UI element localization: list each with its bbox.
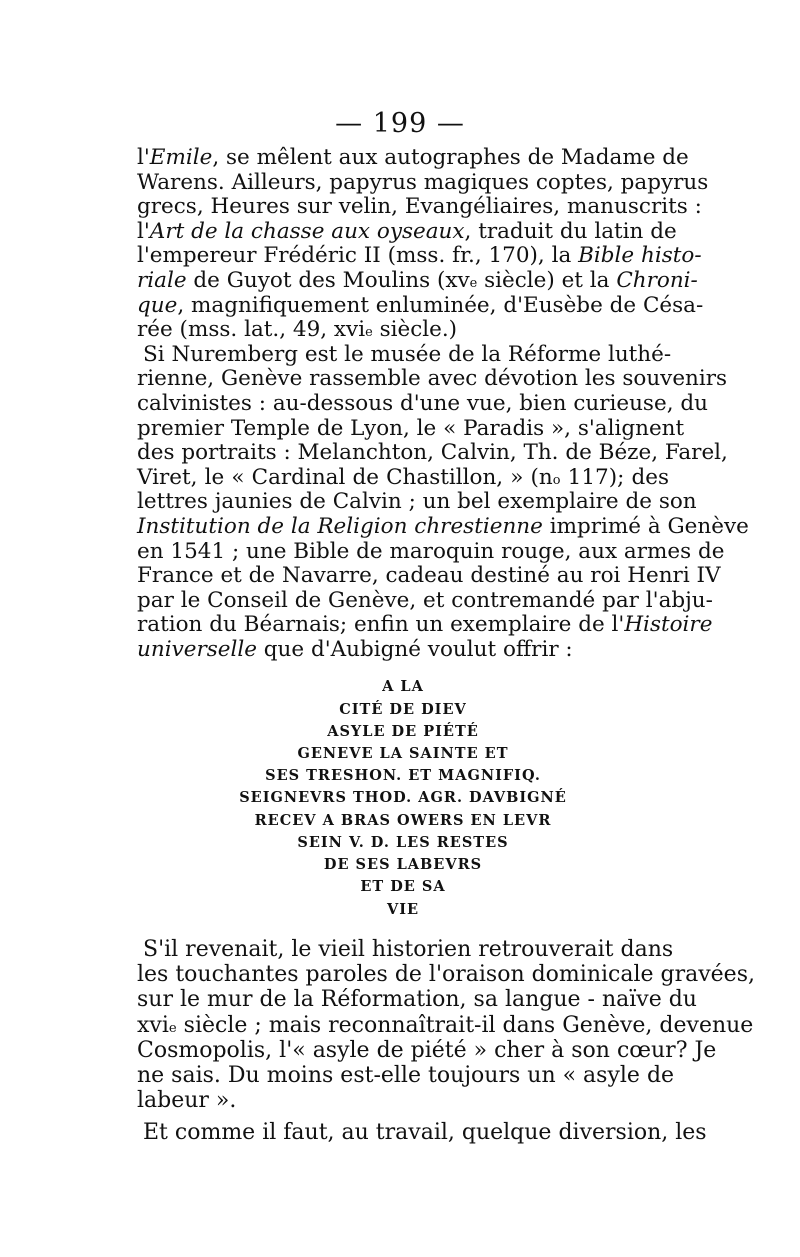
inscription-line: A LA bbox=[382, 678, 424, 696]
text-line: Institution de la Religion chrestienne imprimé à Genève bbox=[137, 513, 749, 539]
inscription-line: ET DE SA bbox=[360, 878, 446, 896]
text-line: Viret, le « Cardinal de Chastillon, » ($n^o$ 117); des bbox=[137, 464, 669, 490]
text-line: en 1541 ; une Bible de maroquin rouge, aux armes de bbox=[137, 538, 725, 564]
text-line: l'empereur Frédéric II (mss. fr., 170), la Bible histo- bbox=[137, 243, 702, 269]
text-line: ne sais. Du moins est-elle toujours un « asyle de bbox=[137, 1063, 675, 1089]
inscription-line: GENEVE LA SAINTE ET bbox=[297, 745, 509, 763]
text-line: rienne, Genève rassemble avec dévotion les souvenirs bbox=[137, 366, 728, 392]
text-line: xvi$^e$ siècle ; mais reconnaîtrait-il dans Genève, devenue bbox=[137, 1012, 754, 1038]
text-line: riale de Guyot des Moulins ($xv^e$ siècle) et la Chroni- bbox=[137, 267, 698, 293]
inscription-line: RECEV A BRAS OWERS EN LEVR bbox=[254, 811, 552, 829]
text-line: Cosmopolis, l'« asyle de piété » cher à son cœur? Je bbox=[137, 1037, 717, 1063]
text-line: par le Conseil de Genève, et contremandé par l'abju- bbox=[137, 587, 713, 613]
text-line: des portraits : Melanchton, Calvin, Th. de Béze, Farel, bbox=[137, 440, 728, 466]
inscription-line: VIE bbox=[386, 900, 420, 918]
text-line: l'Emile, se mêlent aux autographes de Madame de bbox=[137, 145, 689, 170]
paragraph-3 bbox=[137, 936, 755, 1114]
inscription-line: DE SES LABEVRS bbox=[323, 856, 483, 874]
text-line: sur le mur de la Réformation, sa langue - naïve du bbox=[137, 987, 697, 1013]
inscription-line: ASYLE DE PIÉTÉ bbox=[327, 722, 479, 740]
inscription-line: SES TRESHON. ET MAGNIFIQ. bbox=[265, 767, 541, 785]
text-line: lettres jaunies de Calvin ; un bel exemplaire de son bbox=[137, 489, 697, 515]
text-line: labeur ». bbox=[137, 1088, 237, 1114]
text-line: l'Art de la chasse aux oyseaux, traduit du latin de bbox=[137, 218, 677, 244]
page-number: — 199 — bbox=[335, 108, 465, 139]
inscription-line: SEIN V. D. LES RESTES bbox=[297, 833, 509, 851]
inscription bbox=[137, 676, 669, 920]
text-line: France et de Navarre, cadeau destiné au roi Henri IV bbox=[137, 563, 721, 589]
paragraph-4 bbox=[137, 1119, 707, 1145]
text-line: ration du Béarnais; enfin un exemplaire de l'Histoire bbox=[137, 612, 713, 638]
text-line: Warens. Ailleurs, papyrus magiques coptes, papyrus bbox=[137, 169, 709, 195]
text-line: grecs, Heures sur velin, Evangéliaires, manuscrits : bbox=[137, 194, 702, 220]
text-line: que, magnifiquement enluminée, d'Eusèbe de Césa- bbox=[137, 292, 704, 318]
text-line: rée (mss. lat., 49, xvi$^e$ siècle.) bbox=[137, 317, 458, 343]
inscription-line: SEIGNEVRS THOD. AGR. DAVBIGNÉ bbox=[239, 789, 567, 807]
paragraph-2 bbox=[137, 341, 749, 663]
paragraph-1 bbox=[137, 145, 709, 343]
inscription-line: CITÉ DE DIEV bbox=[339, 700, 467, 718]
text-line: Et comme il faut, au travail, quelque diversion, les bbox=[143, 1119, 707, 1145]
text-line: universelle que d'Aubigné voulut offrir : bbox=[137, 636, 573, 662]
text-line: les touchantes paroles de l'oraison dominicale gravées, bbox=[137, 962, 755, 987]
text-line: S'il revenait, le vieil historien retrouverait dans bbox=[143, 936, 674, 962]
body-text bbox=[137, 145, 755, 1145]
text-line: calvinistes : au-dessous d'une vue, bien curieuse, du bbox=[137, 390, 708, 416]
text-line: Si Nuremberg est le musée de la Réforme luthé- bbox=[143, 341, 672, 367]
text-line: premier Temple de Lyon, le « Paradis », s'alignent bbox=[137, 415, 685, 441]
